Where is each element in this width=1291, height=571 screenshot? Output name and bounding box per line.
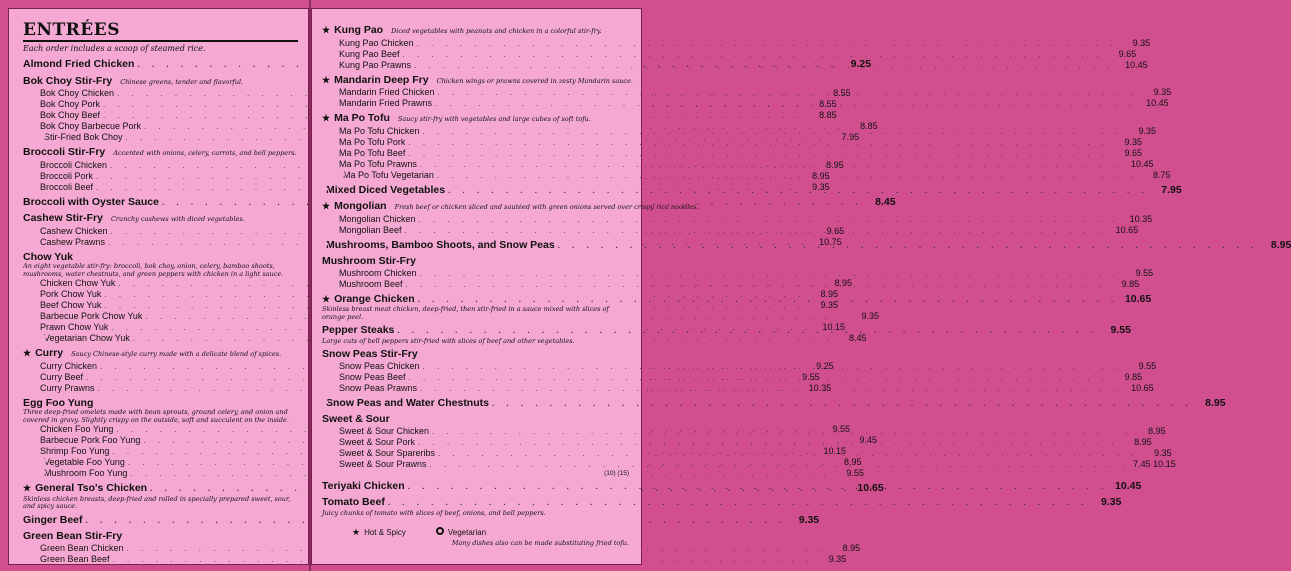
item-name: Pork Chow Yuk bbox=[40, 289, 102, 299]
section-heading bbox=[23, 513, 820, 528]
section-heading bbox=[322, 255, 629, 268]
item-name: Cashew Chicken bbox=[40, 225, 108, 236]
item-name: Snow Peas Chicken bbox=[339, 360, 420, 371]
star-icon: ★ bbox=[352, 527, 361, 537]
item-price: 10.45 bbox=[1125, 59, 1148, 70]
section-description: Accented with onions, celery, carrots, and bell peppers. bbox=[113, 149, 297, 157]
dot-leader bbox=[438, 87, 1139, 98]
item-name: Ma Po Tofu Prawns bbox=[339, 158, 417, 169]
section-name: Broccoli with Oyster Sauce bbox=[23, 195, 159, 208]
item-name: Chicken Chow Yuk bbox=[40, 278, 116, 288]
dot-leader bbox=[435, 98, 1136, 109]
item-name: Broccoli Pork bbox=[40, 170, 94, 181]
section-name: Mandarin Deep Fry bbox=[334, 73, 429, 86]
item-name: Curry Beef bbox=[40, 371, 84, 382]
section-name: Mushroom Stir-Fry bbox=[322, 255, 416, 267]
item-price: 9.65 bbox=[1118, 48, 1137, 59]
item-name: Snow Peas Prawns bbox=[339, 382, 418, 393]
item-name: Mandarin Fried Prawns bbox=[339, 98, 433, 108]
item-price: 9.35 bbox=[1138, 125, 1156, 136]
item-price: 10.65 bbox=[1115, 224, 1139, 235]
dot-leader bbox=[408, 481, 1109, 494]
section-price: 10.65 bbox=[857, 482, 884, 494]
dot-leader bbox=[408, 137, 1109, 148]
item-name: Bok Choy Pork bbox=[40, 99, 101, 109]
dot-leader bbox=[406, 279, 1107, 290]
section-heading bbox=[322, 496, 1122, 510]
title-divider bbox=[23, 40, 298, 42]
section-heading bbox=[23, 347, 298, 361]
section-long-description: Skinless breast meat chicken, deep-fried, then stir-fried in a sauce mixed with slices of orange peel. bbox=[322, 305, 609, 321]
legend-hot-spicy-label: Hot & Spicy bbox=[364, 528, 406, 537]
section-name: Ginger Beef bbox=[23, 513, 83, 526]
item-price: 8.95 bbox=[826, 159, 844, 170]
item-price: 9.35 bbox=[1124, 136, 1142, 147]
menu-item bbox=[322, 147, 1142, 159]
section-name: Almond Fried Chicken bbox=[23, 58, 135, 70]
item-name: Vegetable Foo Yung bbox=[44, 457, 125, 467]
dot-leader bbox=[437, 170, 1138, 181]
dot-leader bbox=[423, 361, 1124, 372]
star-icon: ★ bbox=[322, 25, 331, 35]
item-price: 9.25 bbox=[816, 360, 834, 371]
menu-item bbox=[322, 213, 1153, 225]
item-name: Kung Pao Beef bbox=[339, 48, 400, 59]
section-heading bbox=[23, 75, 298, 89]
section-name: Snow Peas and Water Chestnuts bbox=[326, 396, 489, 409]
section-name: Broccoli Stir-Fry bbox=[23, 146, 106, 158]
section-name: Bok Choy Stir-Fry bbox=[23, 74, 113, 87]
legend-vegetarian bbox=[436, 527, 486, 538]
item-name: Sweet & Sour Spareribs bbox=[339, 447, 436, 458]
section-price: 8.45 bbox=[875, 195, 896, 208]
item-price: 8.45 bbox=[848, 333, 867, 343]
star-icon: ★ bbox=[23, 483, 32, 493]
section-name: Mushrooms, Bamboo Shoots, and Snow Peas bbox=[326, 238, 555, 251]
section-price: 9.25 bbox=[850, 58, 872, 70]
section-long-description: Large cuts of bell peppers stir-fried with slices of beef and other vegetables. bbox=[322, 336, 575, 345]
item-price-sizes: (10) (15) bbox=[604, 469, 629, 477]
star-icon: ★ bbox=[322, 293, 331, 304]
item-price: 9.65 bbox=[826, 225, 845, 236]
section-long-description: Skinless chicken breasts, deep-fried and rolled in specially prepared sweet, sour, and spicy sauce. bbox=[23, 494, 291, 510]
section-name: Orange Chicken bbox=[334, 292, 415, 305]
item-name: Mongolian Beef bbox=[339, 224, 402, 235]
item-name: Ma Po Tofu Beef bbox=[339, 147, 406, 158]
item-price: 10.45 bbox=[1130, 158, 1154, 169]
dot-leader bbox=[430, 459, 1131, 470]
item-price: 7.95 bbox=[841, 132, 860, 142]
item-price: 10.35 bbox=[1129, 213, 1153, 224]
item-price: 8.95 bbox=[1134, 436, 1152, 447]
item-price: 7.45 10.15 bbox=[1133, 458, 1176, 469]
item-name: Green Bean Beef bbox=[40, 553, 110, 564]
item-price: 10.75 bbox=[819, 236, 842, 247]
item-name: Bok Choy Beef bbox=[40, 110, 101, 120]
section-name: Curry bbox=[35, 347, 64, 359]
section-price: 9.55 bbox=[1110, 324, 1131, 336]
section-heading bbox=[322, 200, 699, 214]
item-name: Curry Chicken bbox=[40, 360, 98, 371]
item-name: Mandarin Fried Chicken bbox=[339, 87, 435, 97]
section-name: Kung Pao bbox=[334, 24, 384, 36]
section-heading bbox=[322, 413, 629, 426]
star-icon: ★ bbox=[322, 113, 331, 123]
item-price: 10.15 bbox=[822, 322, 845, 332]
item-name: Kung Pao Chicken bbox=[339, 37, 414, 48]
dot-leader bbox=[438, 448, 1139, 459]
dot-leader bbox=[419, 214, 1120, 225]
item-price: 9.65 bbox=[1124, 147, 1142, 158]
item-price: 9.35 bbox=[1132, 37, 1151, 48]
item-name: Broccoli Beef bbox=[40, 181, 94, 192]
section-description: Saucy stir-fry with vegetables and large cubes of soft tofu. bbox=[397, 115, 591, 123]
item-price: 8.95 bbox=[820, 289, 838, 299]
section-name: Sweet & Sour bbox=[322, 413, 390, 425]
section-price: 9.35 bbox=[798, 513, 820, 526]
item-name: Vegetarian Chow Yuk bbox=[44, 333, 130, 343]
dot-leader bbox=[418, 437, 1119, 448]
item-price: 9.35 bbox=[820, 300, 838, 310]
item-name: Bok Choy Barbecue Pork bbox=[40, 121, 142, 131]
item-name: Cashew Prawns bbox=[40, 236, 106, 247]
item-price: 8.95 bbox=[844, 457, 862, 467]
section-name: Teriyaki Chicken bbox=[322, 479, 405, 492]
section-name: Egg Foo Yung bbox=[23, 396, 94, 409]
item-price: 9.85 bbox=[1121, 278, 1140, 289]
vegetarian-icon bbox=[436, 527, 444, 535]
menu-item bbox=[23, 300, 838, 311]
dot-leader bbox=[405, 225, 1106, 236]
section-description: Saucy Chinese-style curry made with a delicate blend of spices. bbox=[71, 350, 282, 358]
section-price: 8.95 bbox=[1205, 396, 1226, 409]
legend bbox=[322, 527, 629, 538]
item-name: Barbecue Pork Foo Yung bbox=[40, 435, 141, 445]
section-description: Crunchy cashews with diced vegetables. bbox=[110, 215, 245, 223]
section-price: 10.45 bbox=[1115, 479, 1142, 492]
menu-item bbox=[322, 48, 1137, 60]
menu-item bbox=[322, 37, 1151, 49]
item-price: 9.35 bbox=[1153, 87, 1172, 97]
item-price: 10.15 bbox=[823, 446, 846, 456]
item-name: Barbecue Pork Chow Yuk bbox=[40, 311, 143, 321]
menu-item bbox=[322, 267, 1154, 279]
section-name: General Tso's Chicken bbox=[35, 482, 148, 494]
item-price: 8.95 bbox=[812, 170, 830, 181]
item-name: Chicken Foo Yung bbox=[40, 424, 114, 434]
tofu-note: Many dishes also can be made substituting fried tofu. bbox=[451, 539, 629, 547]
item-name: Bok Choy Chicken bbox=[40, 88, 115, 98]
item-price: 9.35 bbox=[1154, 447, 1172, 458]
legend-vegetarian-label: Vegetarian bbox=[447, 528, 487, 537]
section-heading bbox=[322, 24, 629, 38]
item-name: Mushroom Foo Yung bbox=[44, 468, 128, 478]
section-description: Diced vegetables with peanuts and chicken in a colorful stir-fry. bbox=[391, 27, 602, 35]
section-heading bbox=[322, 73, 633, 88]
section-price: 10.65 bbox=[1124, 292, 1152, 305]
item-name: Mongolian Chicken bbox=[339, 213, 416, 224]
dot-leader bbox=[558, 240, 1259, 253]
item-price: 10.65 bbox=[1131, 382, 1154, 393]
item-price: 8.85 bbox=[819, 110, 837, 120]
dot-leader bbox=[414, 60, 1115, 71]
item-name: Sweet & Sour Chicken bbox=[339, 425, 430, 436]
section-name: Cashew Stir-Fry bbox=[23, 212, 103, 224]
item-price: 8.75 bbox=[1152, 169, 1171, 180]
item-price: 10.45 bbox=[1146, 98, 1169, 108]
section-heading bbox=[23, 212, 298, 226]
item-name: Sweet & Sour Prawns bbox=[339, 458, 427, 469]
item-name: Beef Chow Yuk bbox=[40, 300, 102, 310]
item-price: 9.55 bbox=[1135, 267, 1154, 278]
section-long-description: Three deep-fried omelets made with bean sprouts, ground celery, and onion and covered in gravy. Slightly crispy on the outside, soft and succulent on the inside. bbox=[23, 408, 289, 424]
dot-leader bbox=[403, 49, 1104, 60]
section-description: Fresh beef or chicken sliced and sautéed with green onions served over crispy rice noodles. bbox=[394, 203, 699, 211]
menu-item bbox=[23, 553, 847, 565]
dot-leader bbox=[432, 426, 1133, 437]
section-heading bbox=[322, 396, 1226, 411]
item-price: 10.35 bbox=[808, 382, 832, 393]
section-name: Mixed Diced Vegetables bbox=[326, 183, 446, 196]
item-name: Ma Po Tofu Pork bbox=[339, 136, 406, 147]
menu-section bbox=[23, 513, 820, 528]
item-price: 9.35 bbox=[812, 181, 830, 192]
item-name: Snow Peas Beef bbox=[339, 371, 406, 382]
item-price: 9.45 bbox=[859, 435, 878, 445]
item-name: Stir-Fried Bok Choy bbox=[44, 132, 123, 142]
item-price: 8.95 bbox=[1148, 425, 1166, 436]
item-price: 9.55 bbox=[846, 468, 864, 478]
item-price: 9.35 bbox=[828, 553, 847, 564]
dot-leader bbox=[448, 185, 1149, 198]
item-price: 8.55 bbox=[833, 88, 851, 98]
item-name: Prawn Chow Yuk bbox=[40, 322, 109, 332]
menu-section bbox=[322, 496, 1122, 517]
section-heading bbox=[23, 146, 298, 160]
section-heading bbox=[322, 112, 629, 126]
dot-leader bbox=[388, 497, 1089, 510]
section-name: Green Bean Stir-Fry bbox=[23, 530, 123, 542]
item-name: Shrimp Foo Yung bbox=[40, 446, 110, 456]
dot-leader bbox=[397, 325, 1098, 338]
page-title: ENTRÉES bbox=[23, 20, 120, 40]
section-name: Snow Peas Stir-Fry bbox=[322, 348, 418, 360]
section-price: 9.35 bbox=[1100, 496, 1122, 508]
star-icon: ★ bbox=[322, 201, 331, 211]
item-price: 9.35 bbox=[861, 311, 880, 321]
rice-note: Each order includes a scoop of steamed rice. bbox=[23, 44, 206, 53]
item-name: Kung Pao Prawns bbox=[339, 59, 412, 70]
item-price: 9.55 bbox=[802, 371, 820, 382]
section-heading bbox=[322, 348, 629, 361]
dot-leader bbox=[409, 372, 1110, 383]
item-name: Broccoli Chicken bbox=[40, 159, 108, 170]
section-description: Chicken wings or prawns covered in zesty Mandarin sauce. bbox=[436, 76, 633, 85]
section-long-description: An eight vegetable stir-fry: broccoli, bok choy, onion, celery, bamboo shoots, mushrooms, water chestnuts, and green peppers with chicken in a light sauce. bbox=[23, 262, 284, 278]
dot-leader bbox=[420, 159, 1121, 170]
section-name: Tomato Beef bbox=[322, 496, 385, 508]
item-price: 8.85 bbox=[860, 121, 878, 131]
item-name: Mushroom Beef bbox=[339, 278, 403, 289]
star-icon: ★ bbox=[322, 74, 331, 85]
menu-section bbox=[322, 396, 1226, 411]
dot-leader bbox=[417, 38, 1118, 49]
item-name: Ma Po Tofu Chicken bbox=[339, 125, 420, 136]
item-name: Sweet & Sour Pork bbox=[339, 436, 416, 447]
dot-leader bbox=[420, 268, 1121, 279]
section-long-description: Juicy chunks of tomato with slices of beef, onions, and bell peppers. bbox=[322, 508, 546, 517]
item-name: Curry Prawns bbox=[40, 382, 95, 393]
section-price: 8.95 bbox=[1270, 238, 1291, 251]
section-name: Ma Po Tofu bbox=[334, 112, 390, 124]
item-price: 8.95 bbox=[834, 278, 852, 288]
legend-hot-spicy bbox=[352, 527, 406, 538]
item-price: 8.55 bbox=[819, 99, 837, 109]
star-icon: ★ bbox=[23, 348, 32, 358]
section-name: Mongolian bbox=[334, 200, 387, 212]
section-name: Pepper Steaks bbox=[322, 324, 395, 336]
dot-leader bbox=[420, 383, 1121, 394]
item-price: 9.55 bbox=[1138, 360, 1157, 371]
section-description: Chinese greens, tender and flavorful. bbox=[120, 77, 244, 86]
item-name: Mushroom Chicken bbox=[339, 267, 417, 278]
item-name: Green Bean Chicken bbox=[40, 542, 124, 553]
item-price: 9.85 bbox=[1124, 371, 1143, 382]
item-price: 9.55 bbox=[832, 424, 850, 434]
dot-leader bbox=[422, 126, 1123, 137]
item-name: Ma Po Tofu Vegetarian bbox=[343, 169, 434, 180]
section-price: 7.95 bbox=[1161, 183, 1182, 196]
section-heading bbox=[23, 530, 298, 543]
dot-leader bbox=[492, 398, 1193, 411]
dot-leader bbox=[408, 148, 1109, 159]
item-price: 8.95 bbox=[842, 542, 861, 553]
section-name: Chow Yuk bbox=[23, 250, 73, 263]
